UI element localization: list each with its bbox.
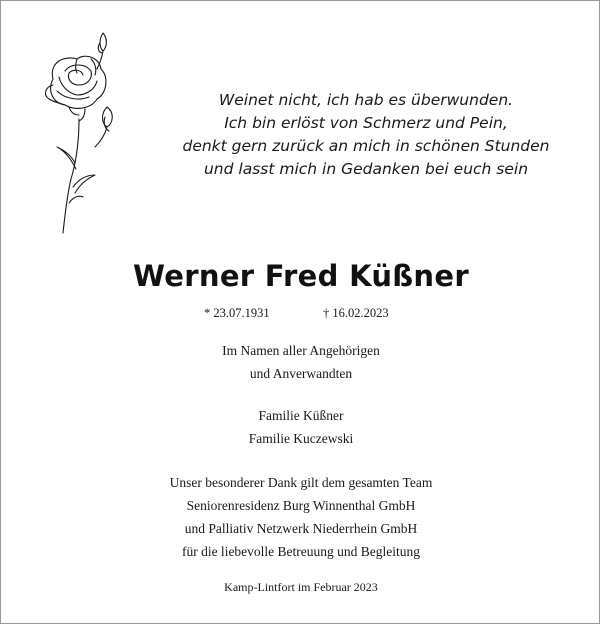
- poem-line-1: Weinet nicht, ich hab es überwunden.: [218, 91, 514, 109]
- family-2: Familie Kuczewski: [248, 431, 354, 446]
- family-1: Familie Küßner: [258, 408, 344, 423]
- poem-line-2: Ich bin erlöst von Schmerz und Pein,: [224, 114, 508, 132]
- thanks-line-3: und Palliativ Netzwerk Niederrhein GmbH: [184, 521, 418, 536]
- rose-icon: [29, 19, 139, 237]
- thanks-line-2: Seniorenresidenz Burg Winnenthal GmbH: [186, 498, 416, 513]
- families: [1, 404, 600, 450]
- thanks-line-4: für die liebevolle Betreuung und Begleitung: [181, 544, 421, 559]
- poem: [151, 89, 581, 181]
- mourners-intro: [1, 339, 600, 385]
- deceased-name: Werner Fred Küßner: [133, 259, 469, 293]
- mourners-intro-line-1: Im Namen aller Angehörigen: [222, 343, 380, 358]
- death-date: † 16.02.2023: [323, 306, 389, 320]
- birth-date: * 23.07.1931: [204, 306, 270, 320]
- mourners-intro-line-2: und Anverwandten: [249, 366, 353, 381]
- thanks-line-1: Unser besonderer Dank gilt dem gesamten Team: [169, 475, 433, 490]
- poem-line-3: denkt gern zurück an mich in schönen Stunden: [182, 137, 550, 155]
- place-and-date: Kamp-Lintfort im Februar 2023: [224, 580, 378, 594]
- thanks: [1, 471, 600, 563]
- poem-line-4: und lasst mich in Gedanken bei euch sein: [203, 160, 529, 178]
